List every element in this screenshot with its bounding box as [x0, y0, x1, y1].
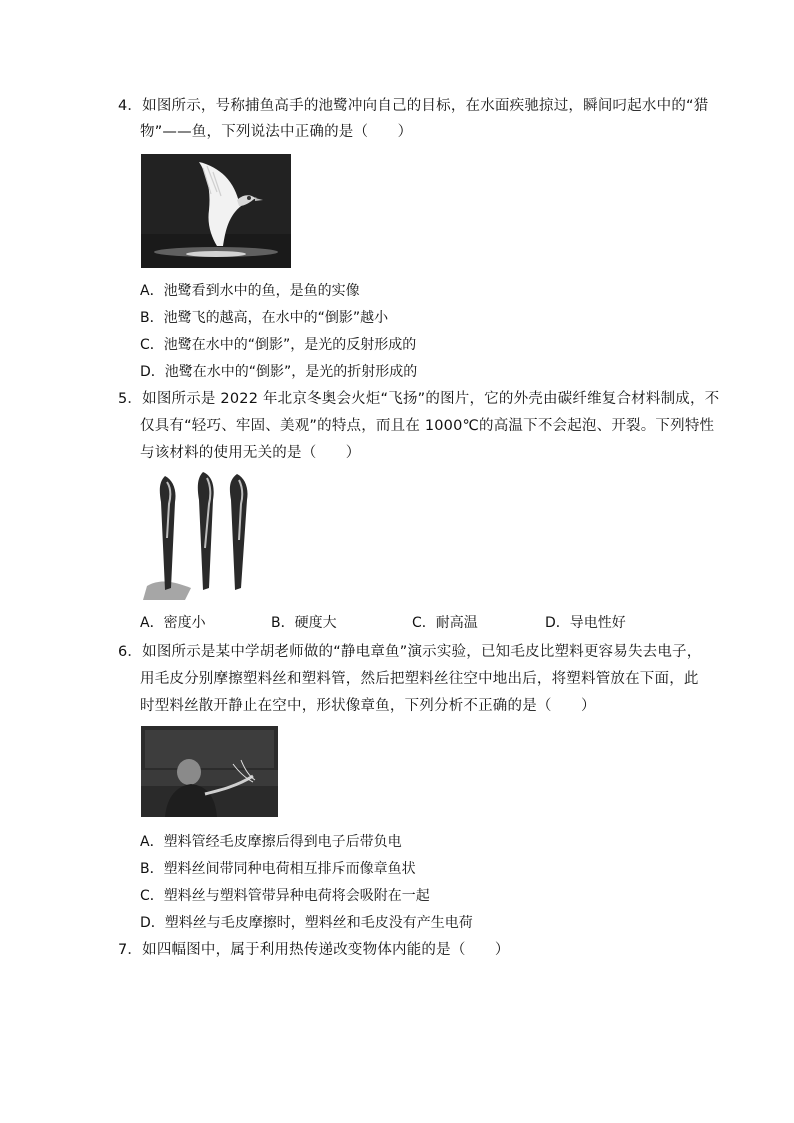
question-5-line-2: 仅具有“轻巧、牢固、美观”的特点，而且在 1000℃的高温下不会起泡、开裂。下列特性: [140, 418, 715, 434]
question-4-option-a: A．池鹭看到水中的鱼，是鱼的实像: [140, 283, 360, 299]
question-5-option-c: C．耐高温: [412, 615, 478, 631]
question-5-option-d: D．导电性好: [545, 615, 626, 631]
question-6-option-a: A．塑料管经毛皮摩擦后得到电子后带负电: [140, 834, 402, 850]
question-5-option-a: A．密度小: [140, 615, 206, 631]
heron-photo: [141, 154, 291, 268]
classroom-photo: [141, 726, 278, 817]
question-6-line-3: 时型料丝散开静止在空中，形状像章鱼，下列分析不正确的是（ ）: [140, 698, 596, 714]
question-6-option-d: D．塑料丝与毛皮摩擦时，塑料丝和毛皮没有产生电荷: [140, 915, 473, 931]
question-4-line-2: 物”——鱼，下列说法中正确的是（ ）: [140, 124, 413, 140]
classroom-photo-icon: [141, 726, 278, 817]
question-7-line-1: 7．如四幅图中，属于利用热传递改变物体内能的是（ ）: [118, 942, 510, 958]
torch-photo-icon: [141, 468, 257, 604]
question-5-line-3: 与该材料的使用无关的是（ ）: [140, 445, 361, 461]
question-6-line-2: 用毛皮分别摩擦塑料丝和塑料管，然后把塑料丝往空中地出后，将塑料管放在下面，此: [140, 671, 699, 687]
question-4-option-c: C．池鹭在水中的“倒影”，是光的反射形成的: [140, 337, 417, 353]
question-6-line-1: 6．如图所示是某中学胡老师做的“静电章鱼”演示实验，已知毛皮比塑料更容易失去电子，: [118, 644, 702, 660]
question-5-line-1: 5．如图所示是 2022 年北京冬奥会火炬“飞扬”的图片，它的外壳由碳纤维复合材料制成，不: [118, 391, 720, 407]
question-4-option-b: B．池鹭飞的越高，在水中的“倒影”越小: [140, 310, 389, 326]
question-4-option-d: D．池鹭在水中的“倒影”，是光的折射形成的: [140, 364, 418, 380]
heron-photo-icon: [141, 154, 291, 268]
torch-photo: [141, 468, 257, 604]
question-4-line-1: 4．如图所示，号称捕鱼高手的池鹭冲向自己的目标，在水面疾驰掠过，瞬间叼起水中的“猎: [118, 98, 709, 114]
question-6-option-c: C．塑料丝与塑料管带异种电荷将会吸附在一起: [140, 888, 430, 904]
question-6-option-b: B．塑料丝间带同种电荷相互排斥而像章鱼状: [140, 861, 416, 877]
question-5-option-b: B．硬度大: [271, 615, 337, 631]
